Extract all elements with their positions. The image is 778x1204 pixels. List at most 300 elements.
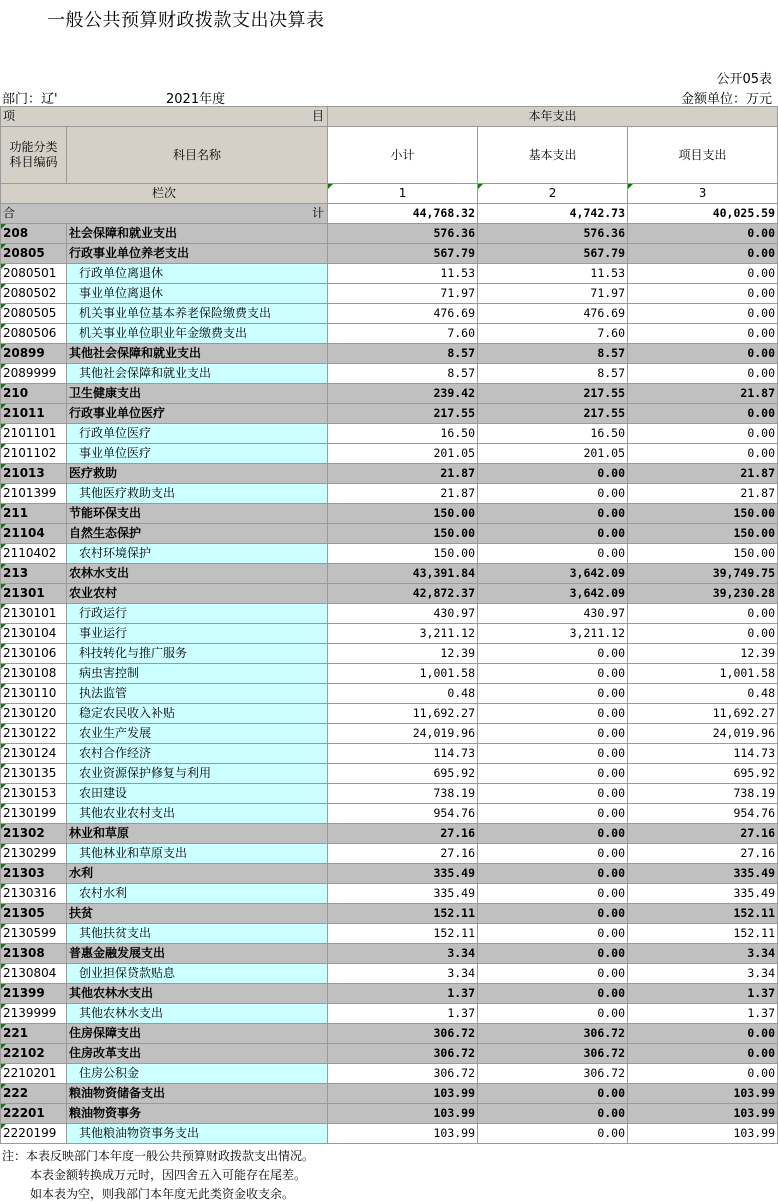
- row-project: 12.39: [628, 644, 778, 664]
- row-project: 0.00: [628, 344, 778, 364]
- row-basic: 0.00: [478, 684, 628, 704]
- row-subtotal: 576.36: [328, 224, 478, 244]
- row-code: 210: [1, 384, 67, 404]
- row-basic: 0.00: [478, 1004, 628, 1024]
- row-project: 21.87: [628, 464, 778, 484]
- header-xiang-mu: [1, 107, 328, 127]
- expenditure-table: [0, 106, 778, 1144]
- table-row: [1, 504, 778, 524]
- table-row: [1, 404, 778, 424]
- row-code: 208: [1, 224, 67, 244]
- table-row: [1, 244, 778, 264]
- table-row: [1, 324, 778, 344]
- table-row: [1, 744, 778, 764]
- amount-unit: 金额单位：万元: [680, 92, 772, 107]
- row-name: 农村水利: [67, 884, 328, 904]
- row-subtotal: 239.42: [328, 384, 478, 404]
- header-current-expenditure: 本年支出: [328, 107, 778, 127]
- row-code: 2220199: [1, 1124, 67, 1144]
- row-basic: 0.00: [478, 844, 628, 864]
- table-row: [1, 604, 778, 624]
- row-project: 0.00: [628, 264, 778, 284]
- row-code: 2130199: [1, 804, 67, 824]
- row-project: 103.99: [628, 1104, 778, 1124]
- row-basic: 0.00: [478, 504, 628, 524]
- total-ji: 计: [312, 206, 325, 220]
- row-name: 普惠金融发展支出: [67, 944, 328, 964]
- row-subtotal: 3,211.12: [328, 624, 478, 644]
- row-name: 行政事业单位养老支出: [67, 244, 328, 264]
- row-subtotal: 306.72: [328, 1044, 478, 1064]
- row-project: 695.92: [628, 764, 778, 784]
- row-project: 0.00: [628, 1024, 778, 1044]
- row-name: 科技转化与推广服务: [67, 644, 328, 664]
- row-subtotal: 11.53: [328, 264, 478, 284]
- row-basic: 0.00: [478, 804, 628, 824]
- row-subtotal: 7.60: [328, 324, 478, 344]
- row-basic: 0.00: [478, 1104, 628, 1124]
- table-row: [1, 1004, 778, 1024]
- row-name: 事业运行: [67, 624, 328, 644]
- table-row: [1, 624, 778, 644]
- row-name: 医疗救助: [67, 464, 328, 484]
- row-subtotal: 21.87: [328, 484, 478, 504]
- row-name: 卫生健康支出: [67, 384, 328, 404]
- row-basic: 306.72: [478, 1024, 628, 1044]
- row-code: 21013: [1, 464, 67, 484]
- row-name: 机关事业单位基本养老保险缴费支出: [67, 304, 328, 324]
- row-project: 150.00: [628, 544, 778, 564]
- row-subtotal: 150.00: [328, 504, 478, 524]
- row-code: 21303: [1, 864, 67, 884]
- row-subtotal: 1,001.58: [328, 664, 478, 684]
- row-subtotal: 150.00: [328, 524, 478, 544]
- row-name: 其他林业和草原支出: [67, 844, 328, 864]
- row-name: 其他医疗救助支出: [67, 484, 328, 504]
- header-basic: 基本支出: [478, 127, 628, 184]
- row-project: 0.00: [628, 404, 778, 424]
- row-basic: 3,642.09: [478, 584, 628, 604]
- row-code: 20805: [1, 244, 67, 264]
- row-basic: 0.00: [478, 464, 628, 484]
- department-label: 部门：辽': [2, 92, 58, 107]
- col-no-2: 2: [478, 184, 628, 204]
- row-code: 222: [1, 1084, 67, 1104]
- row-basic: 217.55: [478, 404, 628, 424]
- row-project: 0.00: [628, 324, 778, 344]
- table-row: [1, 704, 778, 724]
- fiscal-year: 2021年度: [166, 92, 226, 107]
- row-name: 住房公积金: [67, 1064, 328, 1084]
- row-subtotal: 335.49: [328, 864, 478, 884]
- row-project: 152.11: [628, 904, 778, 924]
- table-row: [1, 924, 778, 944]
- row-basic: 0.00: [478, 924, 628, 944]
- row-project: 39,230.28: [628, 584, 778, 604]
- row-code: 2080502: [1, 284, 67, 304]
- row-subtotal: 152.11: [328, 924, 478, 944]
- table-row: [1, 844, 778, 864]
- row-project: 0.00: [628, 604, 778, 624]
- row-basic: 0.00: [478, 704, 628, 724]
- row-name: 农林水支出: [67, 564, 328, 584]
- row-basic: 567.79: [478, 244, 628, 264]
- row-basic: 0.00: [478, 744, 628, 764]
- row-code: 22201: [1, 1104, 67, 1124]
- row-code: 21302: [1, 824, 67, 844]
- row-code: 21308: [1, 944, 67, 964]
- row-code: 2080501: [1, 264, 67, 284]
- row-basic: 0.00: [478, 1124, 628, 1144]
- row-subtotal: 1.37: [328, 1004, 478, 1024]
- table-row: [1, 1044, 778, 1064]
- table-row: [1, 784, 778, 804]
- row-subtotal: 8.57: [328, 364, 478, 384]
- row-project: 0.00: [628, 244, 778, 264]
- row-basic: 576.36: [478, 224, 628, 244]
- row-project: 24,019.96: [628, 724, 778, 744]
- row-basic: 0.00: [478, 764, 628, 784]
- table-row: [1, 284, 778, 304]
- table-row: [1, 1084, 778, 1104]
- row-subtotal: 11,692.27: [328, 704, 478, 724]
- row-project: 103.99: [628, 1084, 778, 1104]
- row-subtotal: 103.99: [328, 1124, 478, 1144]
- row-subtotal: 21.87: [328, 464, 478, 484]
- header-mu: 目: [312, 109, 325, 123]
- table-row: [1, 724, 778, 744]
- row-basic: 0.00: [478, 824, 628, 844]
- row-name: 机关事业单位职业年金缴费支出: [67, 324, 328, 344]
- table-row: [1, 684, 778, 704]
- row-project: 39,749.75: [628, 564, 778, 584]
- row-subtotal: 306.72: [328, 1064, 478, 1084]
- row-basic: 0.00: [478, 484, 628, 504]
- table-row: [1, 904, 778, 924]
- row-project: 0.00: [628, 1064, 778, 1084]
- table-row: [1, 304, 778, 324]
- row-project: 103.99: [628, 1124, 778, 1144]
- table-row: [1, 1124, 778, 1144]
- row-project: 0.00: [628, 1044, 778, 1064]
- total-basic: 4,742.73: [478, 204, 628, 224]
- row-code: 2130135: [1, 764, 67, 784]
- row-subtotal: 3.34: [328, 964, 478, 984]
- table-row: [1, 264, 778, 284]
- row-code: 21305: [1, 904, 67, 924]
- row-code: 2080506: [1, 324, 67, 344]
- row-code: 2130299: [1, 844, 67, 864]
- table-row: [1, 564, 778, 584]
- row-code: 2130599: [1, 924, 67, 944]
- row-project: 0.00: [628, 424, 778, 444]
- row-project: 21.87: [628, 484, 778, 504]
- row-basic: 0.00: [478, 524, 628, 544]
- row-basic: 0.00: [478, 984, 628, 1004]
- row-name: 扶贫: [67, 904, 328, 924]
- row-name: 水利: [67, 864, 328, 884]
- total-project: 40,025.59: [628, 204, 778, 224]
- row-subtotal: 0.48: [328, 684, 478, 704]
- row-name: 农业资源保护修复与利用: [67, 764, 328, 784]
- row-basic: 0.00: [478, 944, 628, 964]
- row-subtotal: 103.99: [328, 1104, 478, 1124]
- row-subtotal: 695.92: [328, 764, 478, 784]
- header-code: 功能分类 科目编码: [1, 127, 67, 184]
- row-project: 11,692.27: [628, 704, 778, 724]
- table-row: [1, 644, 778, 664]
- total-label: [1, 204, 328, 224]
- row-name: 其他农林水支出: [67, 984, 328, 1004]
- row-subtotal: 42,872.37: [328, 584, 478, 604]
- row-project: 0.00: [628, 624, 778, 644]
- row-basic: 0.00: [478, 664, 628, 684]
- row-subtotal: 335.49: [328, 884, 478, 904]
- row-name: 行政单位医疗: [67, 424, 328, 444]
- row-name: 行政事业单位医疗: [67, 404, 328, 424]
- header-name: 科目名称: [67, 127, 328, 184]
- row-name: 事业单位离退休: [67, 284, 328, 304]
- row-code: 2139999: [1, 1004, 67, 1024]
- row-subtotal: 43,391.84: [328, 564, 478, 584]
- table-row: [1, 1104, 778, 1124]
- table-row: [1, 804, 778, 824]
- table-row: [1, 484, 778, 504]
- row-basic: 0.00: [478, 884, 628, 904]
- row-project: 0.00: [628, 224, 778, 244]
- row-name: 行政单位离退休: [67, 264, 328, 284]
- row-code: 2130804: [1, 964, 67, 984]
- notes: [2, 1147, 314, 1204]
- row-name: 事业单位医疗: [67, 444, 328, 464]
- row-code: 21011: [1, 404, 67, 424]
- row-subtotal: 476.69: [328, 304, 478, 324]
- row-code: 2130124: [1, 744, 67, 764]
- row-code: 20899: [1, 344, 67, 364]
- col-no-1: 1: [328, 184, 478, 204]
- total-row: [1, 204, 778, 224]
- row-project: 1,001.58: [628, 664, 778, 684]
- row-code: 2101101: [1, 424, 67, 444]
- row-basic: 430.97: [478, 604, 628, 624]
- table-row: [1, 344, 778, 364]
- row-basic: 71.97: [478, 284, 628, 304]
- row-project: 150.00: [628, 524, 778, 544]
- row-basic: 0.00: [478, 964, 628, 984]
- row-project: 0.00: [628, 364, 778, 384]
- row-code: 211: [1, 504, 67, 524]
- row-code: 2130122: [1, 724, 67, 744]
- row-project: 21.87: [628, 384, 778, 404]
- row-name: 农业农村: [67, 584, 328, 604]
- row-name: 社会保障和就业支出: [67, 224, 328, 244]
- row-basic: 7.60: [478, 324, 628, 344]
- total-subtotal: 44,768.32: [328, 204, 478, 224]
- row-basic: 306.72: [478, 1044, 628, 1064]
- row-code: 2080505: [1, 304, 67, 324]
- row-subtotal: 3.34: [328, 944, 478, 964]
- table-row: [1, 584, 778, 604]
- row-name: 住房改革支出: [67, 1044, 328, 1064]
- row-code: 2130101: [1, 604, 67, 624]
- table-row: [1, 824, 778, 844]
- row-subtotal: 12.39: [328, 644, 478, 664]
- row-name: 农村环境保护: [67, 544, 328, 564]
- table-row: [1, 984, 778, 1004]
- row-project: 954.76: [628, 804, 778, 824]
- row-name: 自然生态保护: [67, 524, 328, 544]
- table-row: [1, 1064, 778, 1084]
- row-project: 150.00: [628, 504, 778, 524]
- row-name: 创业担保贷款贴息: [67, 964, 328, 984]
- row-name: 病虫害控制: [67, 664, 328, 684]
- row-project: 27.16: [628, 824, 778, 844]
- row-project: 0.48: [628, 684, 778, 704]
- row-name: 农村合作经济: [67, 744, 328, 764]
- table-row: [1, 944, 778, 964]
- row-basic: 476.69: [478, 304, 628, 324]
- row-subtotal: 217.55: [328, 404, 478, 424]
- row-subtotal: 16.50: [328, 424, 478, 444]
- row-subtotal: 567.79: [328, 244, 478, 264]
- row-project: 1.37: [628, 1004, 778, 1024]
- table-row: [1, 664, 778, 684]
- row-name: 其他粮油物资事务支出: [67, 1124, 328, 1144]
- row-basic: 0.00: [478, 784, 628, 804]
- row-name: 其他社会保障和就业支出: [67, 364, 328, 384]
- row-project: 0.00: [628, 444, 778, 464]
- row-project: 114.73: [628, 744, 778, 764]
- table-row: [1, 224, 778, 244]
- row-project: 335.49: [628, 884, 778, 904]
- row-project: 27.16: [628, 844, 778, 864]
- table-row: [1, 424, 778, 444]
- row-code: 213: [1, 564, 67, 584]
- row-code: 2130110: [1, 684, 67, 704]
- row-code: 2130153: [1, 784, 67, 804]
- row-code: 221: [1, 1024, 67, 1044]
- row-basic: 0.00: [478, 1084, 628, 1104]
- row-project: 738.19: [628, 784, 778, 804]
- row-code: 2210201: [1, 1064, 67, 1084]
- row-code: 2130106: [1, 644, 67, 664]
- row-name: 农业生产发展: [67, 724, 328, 744]
- total-he: 合: [3, 206, 16, 220]
- row-subtotal: 24,019.96: [328, 724, 478, 744]
- row-code: 21399: [1, 984, 67, 1004]
- row-name: 其他扶贫支出: [67, 924, 328, 944]
- row-name: 粮油物资事务: [67, 1104, 328, 1124]
- row-code: 2130316: [1, 884, 67, 904]
- header-xiang: 项: [3, 109, 16, 123]
- header-project: 项目支出: [628, 127, 778, 184]
- header-lanci: 栏次: [1, 184, 328, 204]
- row-code: 21104: [1, 524, 67, 544]
- table-number: 公开05表: [716, 72, 772, 87]
- row-name: 林业和草原: [67, 824, 328, 844]
- row-subtotal: 306.72: [328, 1024, 478, 1044]
- row-project: 335.49: [628, 864, 778, 884]
- row-code: 2089999: [1, 364, 67, 384]
- row-project: 0.00: [628, 284, 778, 304]
- row-subtotal: 27.16: [328, 844, 478, 864]
- row-subtotal: 430.97: [328, 604, 478, 624]
- table-row: [1, 384, 778, 404]
- row-subtotal: 150.00: [328, 544, 478, 564]
- row-code: 2110402: [1, 544, 67, 564]
- row-basic: 16.50: [478, 424, 628, 444]
- table-row: [1, 444, 778, 464]
- row-subtotal: 71.97: [328, 284, 478, 304]
- table-row: [1, 464, 778, 484]
- row-name: 稳定农民收入补贴: [67, 704, 328, 724]
- row-basic: 8.57: [478, 344, 628, 364]
- row-name: 执法监管: [67, 684, 328, 704]
- row-basic: 0.00: [478, 864, 628, 884]
- row-code: 21301: [1, 584, 67, 604]
- row-name: 行政运行: [67, 604, 328, 624]
- row-subtotal: 1.37: [328, 984, 478, 1004]
- row-project: 3.34: [628, 964, 778, 984]
- table-row: [1, 764, 778, 784]
- row-basic: 0.00: [478, 724, 628, 744]
- row-code: 22102: [1, 1044, 67, 1064]
- row-code: 2130120: [1, 704, 67, 724]
- row-name: 住房保障支出: [67, 1024, 328, 1044]
- table-row: [1, 364, 778, 384]
- row-basic: 217.55: [478, 384, 628, 404]
- table-row: [1, 884, 778, 904]
- row-basic: 0.00: [478, 904, 628, 924]
- row-project: 152.11: [628, 924, 778, 944]
- row-project: 3.34: [628, 944, 778, 964]
- note-2: 本表金额转换成万元时，因四舍五入可能存在尾差。: [30, 1168, 307, 1182]
- row-subtotal: 201.05: [328, 444, 478, 464]
- row-name: 其他农业农村支出: [67, 804, 328, 824]
- table-row: [1, 1024, 778, 1044]
- row-basic: 0.00: [478, 544, 628, 564]
- row-name: 其他社会保障和就业支出: [67, 344, 328, 364]
- row-name: 节能环保支出: [67, 504, 328, 524]
- row-code: 2101102: [1, 444, 67, 464]
- row-project: 1.37: [628, 984, 778, 1004]
- row-subtotal: 114.73: [328, 744, 478, 764]
- table-row: [1, 864, 778, 884]
- row-name: 其他农林水支出: [67, 1004, 328, 1024]
- header-subtotal: 小计: [328, 127, 478, 184]
- row-subtotal: 27.16: [328, 824, 478, 844]
- row-basic: 3,642.09: [478, 564, 628, 584]
- note-3: 如本表为空，则我部门本年度无此类资金收支余。: [30, 1187, 295, 1201]
- row-name: 粮油物资储备支出: [67, 1084, 328, 1104]
- row-basic: 0.00: [478, 644, 628, 664]
- row-basic: 8.57: [478, 364, 628, 384]
- row-subtotal: 738.19: [328, 784, 478, 804]
- row-basic: 3,211.12: [478, 624, 628, 644]
- row-subtotal: 954.76: [328, 804, 478, 824]
- row-code: 2130104: [1, 624, 67, 644]
- table-row: [1, 544, 778, 564]
- row-code: 2101399: [1, 484, 67, 504]
- table-row: [1, 524, 778, 544]
- row-basic: 11.53: [478, 264, 628, 284]
- row-project: 0.00: [628, 304, 778, 324]
- row-name: 农田建设: [67, 784, 328, 804]
- row-subtotal: 103.99: [328, 1084, 478, 1104]
- note-1: 注：本表反映部门本年度一般公共预算财政拨款支出情况。: [2, 1149, 315, 1163]
- row-subtotal: 152.11: [328, 904, 478, 924]
- page-title: 一般公共预算财政拨款支出决算表: [47, 10, 325, 31]
